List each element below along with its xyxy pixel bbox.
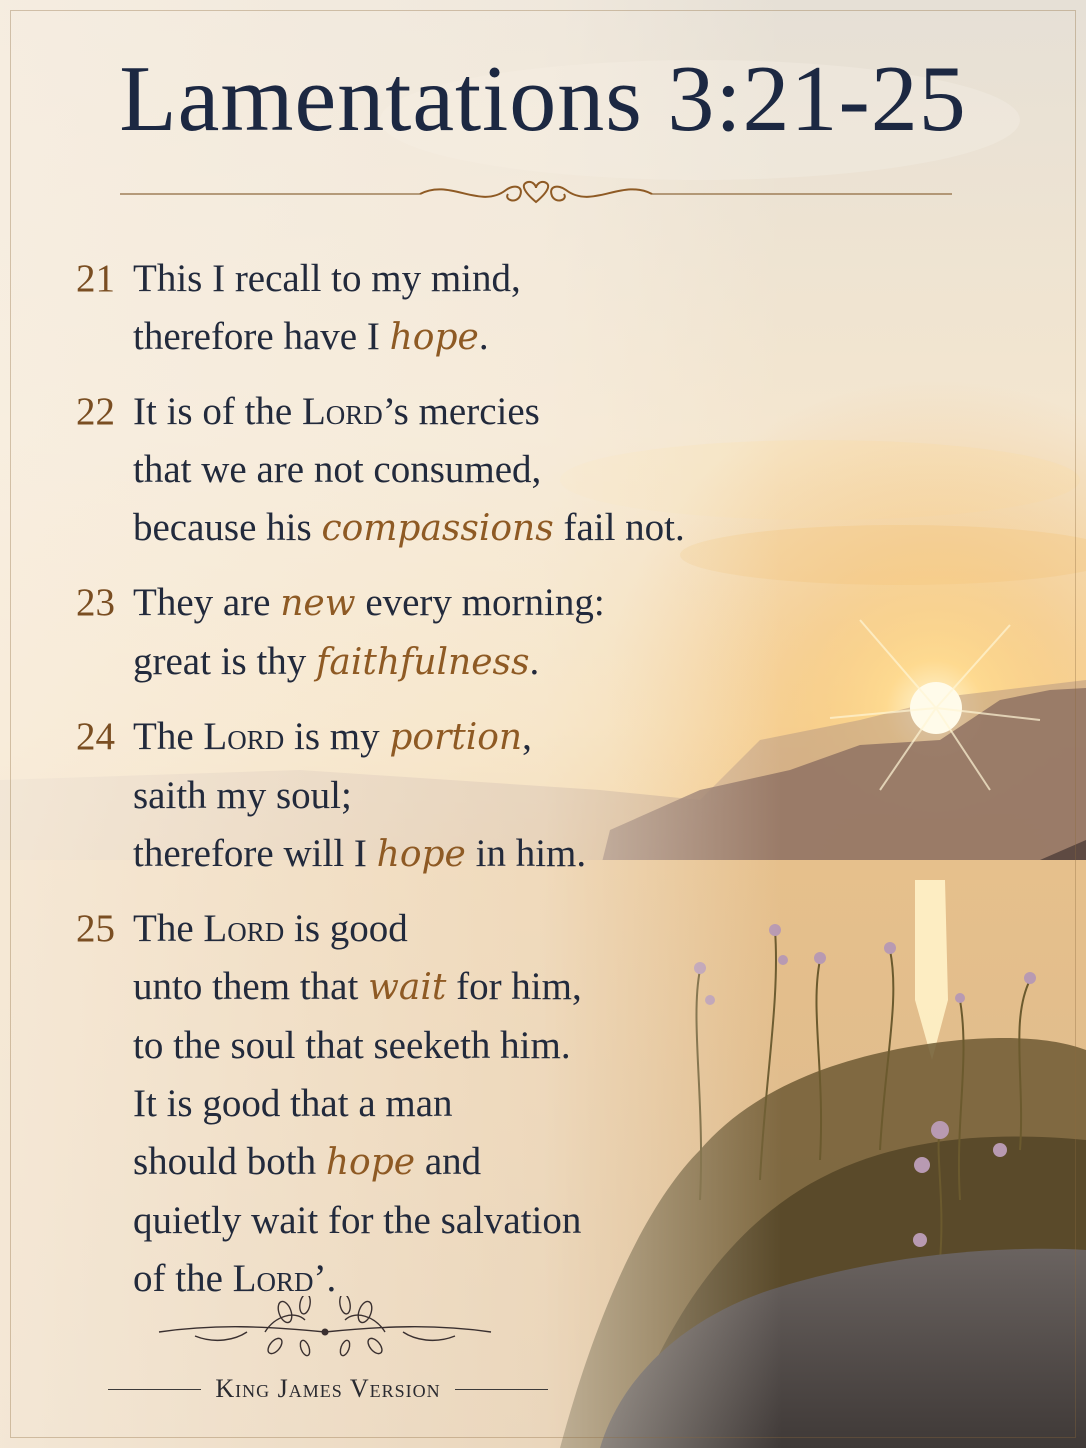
verse-text-segment: saith my soul; (133, 774, 352, 817)
verse-text-segment: that we are not consumed, (133, 448, 542, 491)
verse-line (133, 1133, 796, 1192)
verse-text-segment: This I recall to my mind, (133, 257, 521, 300)
verse-line (133, 958, 796, 1017)
verse-text-segment: ’. (313, 1257, 337, 1300)
emphasized-word: portion (389, 717, 523, 758)
verse-line (133, 825, 796, 884)
verse-22 (76, 383, 796, 558)
divine-name: Lord (203, 715, 285, 758)
emphasized-word: compassions (321, 508, 554, 549)
verse-line (133, 767, 796, 825)
verse-text-segment: every morning: (355, 581, 605, 624)
verse-line (133, 250, 796, 308)
verse-text-segment: unto them that (133, 965, 369, 1008)
emphasized-word: hope (376, 834, 466, 875)
verse-text-segment: . (478, 315, 489, 358)
verse-text-segment: They are (133, 581, 281, 624)
verse-text-segment: It is good that a man (133, 1082, 453, 1125)
verse-text (133, 574, 796, 692)
verse-text (133, 900, 796, 1308)
emphasized-word: hope (389, 317, 479, 358)
verse-text-segment: , (522, 715, 532, 758)
verse-text-segment: is good (284, 907, 408, 950)
verse-text-segment: The (133, 715, 204, 758)
verse-text-segment: ’s mercies (382, 390, 540, 433)
verse-text-segment: It is of the (133, 390, 302, 433)
verse-text-segment: The (133, 907, 204, 950)
verse-number: 22 (76, 390, 115, 433)
verse-text-segment: . (529, 640, 540, 683)
emphasized-word: faithfulness (316, 642, 530, 683)
verse-text-segment: great is thy (133, 640, 317, 683)
verse-line (133, 383, 796, 441)
verse-text-segment: therefore will I (133, 832, 377, 875)
verse-number: 25 (76, 907, 115, 950)
verse-text-segment: fail not. (553, 506, 685, 549)
emphasized-word: hope (325, 1142, 416, 1183)
verse-line (133, 1017, 796, 1075)
verse-21 (76, 250, 796, 367)
emphasized-word: new (280, 583, 356, 624)
verse-text (133, 383, 796, 558)
verse-number: 23 (76, 581, 115, 624)
version-footer (108, 1374, 548, 1404)
verse-23 (76, 574, 796, 692)
divine-name: Lord (301, 390, 383, 433)
verse-number: 21 (76, 257, 115, 300)
verse-line (133, 308, 796, 367)
verse-line (133, 633, 796, 692)
verse-line (133, 499, 796, 558)
page-title: Lamentations 3:21-25 (119, 47, 967, 151)
footer-rule-right (455, 1389, 548, 1390)
verse-text-segment: because his (133, 506, 322, 549)
verse-text-segment: for him, (446, 965, 582, 1008)
footer-rule-left (108, 1389, 201, 1390)
vine-ornament (155, 1296, 495, 1362)
verse-text (133, 708, 796, 884)
verse-line (133, 1192, 796, 1250)
verse-line (133, 1075, 796, 1133)
verse-text-segment: in him. (465, 832, 587, 875)
scripture-passage (76, 250, 796, 1324)
verse-text-segment: quietly wait for the salvation (133, 1199, 582, 1242)
verse-25 (76, 900, 796, 1308)
verse-text-segment: should both (133, 1140, 326, 1183)
flourish-heart-divider (120, 172, 952, 216)
divine-name: Lord (232, 1257, 314, 1300)
divine-name: Lord (203, 907, 285, 950)
verse-text-segment: of the (133, 1257, 233, 1300)
verse-24 (76, 708, 796, 884)
verse-text-segment: and (415, 1140, 482, 1183)
emphasized-word: wait (368, 967, 447, 1008)
verse-number: 24 (76, 715, 115, 758)
verse-text-segment: to the soul that seeketh him. (133, 1024, 571, 1067)
verse-line (133, 708, 796, 767)
verse-line (133, 574, 796, 633)
verse-text-segment: therefore have I (133, 315, 390, 358)
bible-version-label: King James Version (215, 1374, 441, 1403)
verse-text-segment: is my (284, 715, 390, 758)
verse-text (133, 250, 796, 367)
verse-line (133, 900, 796, 958)
verse-line (133, 441, 796, 499)
